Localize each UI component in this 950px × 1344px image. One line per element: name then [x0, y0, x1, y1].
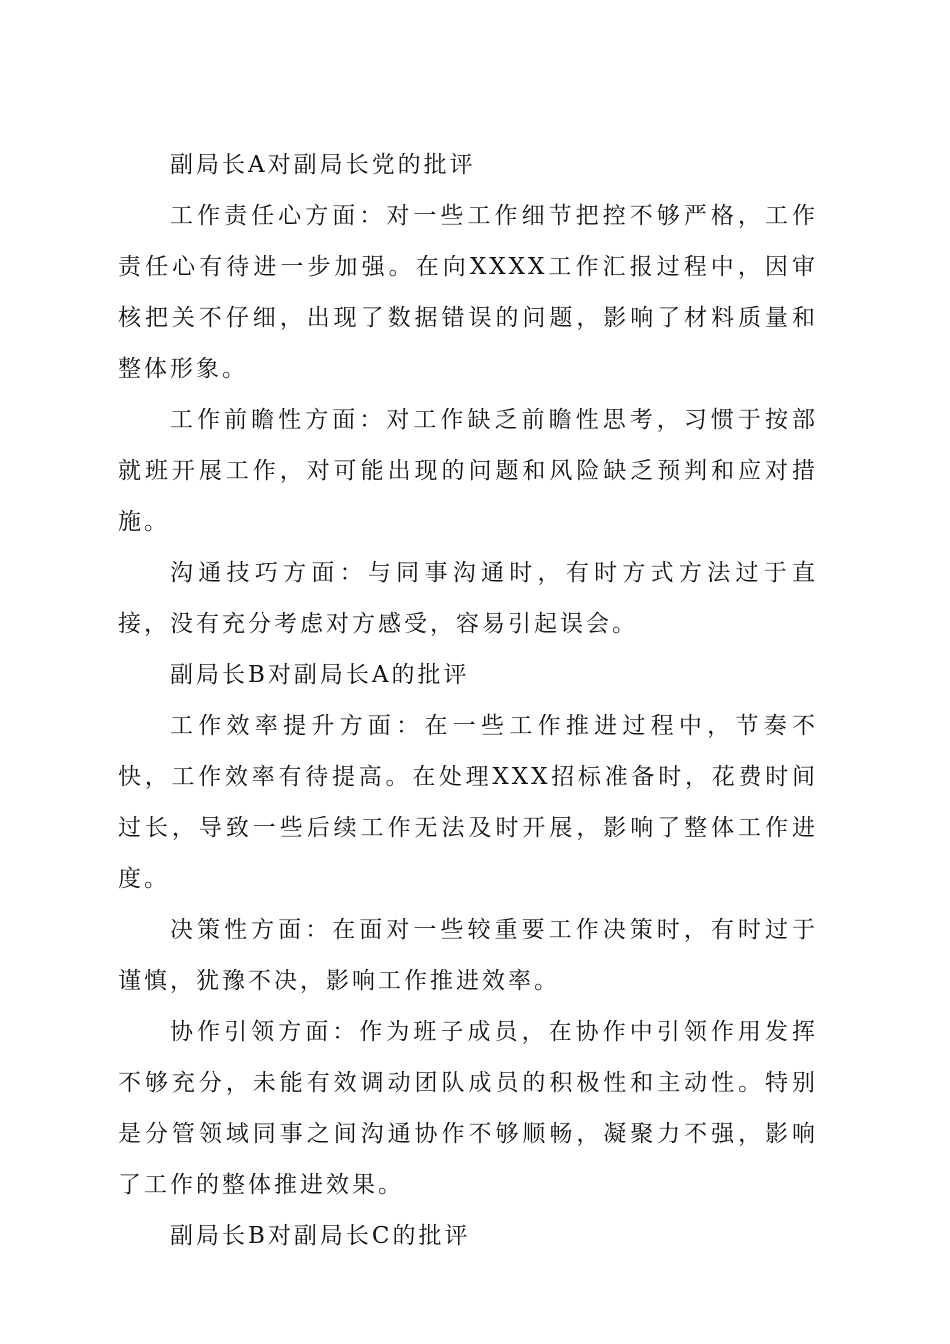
paragraph-foresight: 工作前瞻性方面：对工作缺乏前瞻性思考，习惯于按部就班开展工作，对可能出现的问题和风险缺乏预判和应对措施。 [118, 407, 818, 535]
paragraph-decision: 决策性方面：在面对一些较重要工作决策时，有时过于谨慎，犹豫不决，影响工作推进效率。 [118, 917, 818, 994]
paragraph-communication: 沟通技巧方面：与同事沟通时，有时方式方法过于直接，没有充分考虑对方感受，容易引起误会。 [118, 560, 818, 637]
paragraph-efficiency: 工作效率提升方面：在一些工作推进过程中，节奏不快，工作效率有待提高。在处理XXX招标准备时，花费时间过长，导致一些后续工作无法及时开展，影响了整体工作进度。 [118, 713, 818, 892]
section-heading-a: 副局长A对副局长党的批评 [170, 152, 476, 178]
document-body [118, 140, 818, 1262]
section-heading-b: 副局长B对副局长A的批评 [170, 662, 470, 688]
section-heading-c: 副局长B对副局长C的批评 [170, 1223, 471, 1249]
paragraph-collaboration: 协作引领方面：作为班子成员，在协作中引领作用发挥不够充分，未能有效调动团队成员的积极性和主动性。特别是分管领域同事之间沟通协作不够顺畅，凝聚力不强，影响了工作的整体推进效果。 [118, 1019, 818, 1198]
paragraph-responsibility: 工作责任心方面：对一些工作细节把控不够严格，工作责任心有待进一步加强。在向XXXX工作汇报过程中，因审核把关不仔细，出现了数据错误的问题，影响了材料质量和整体形象。 [118, 203, 818, 382]
